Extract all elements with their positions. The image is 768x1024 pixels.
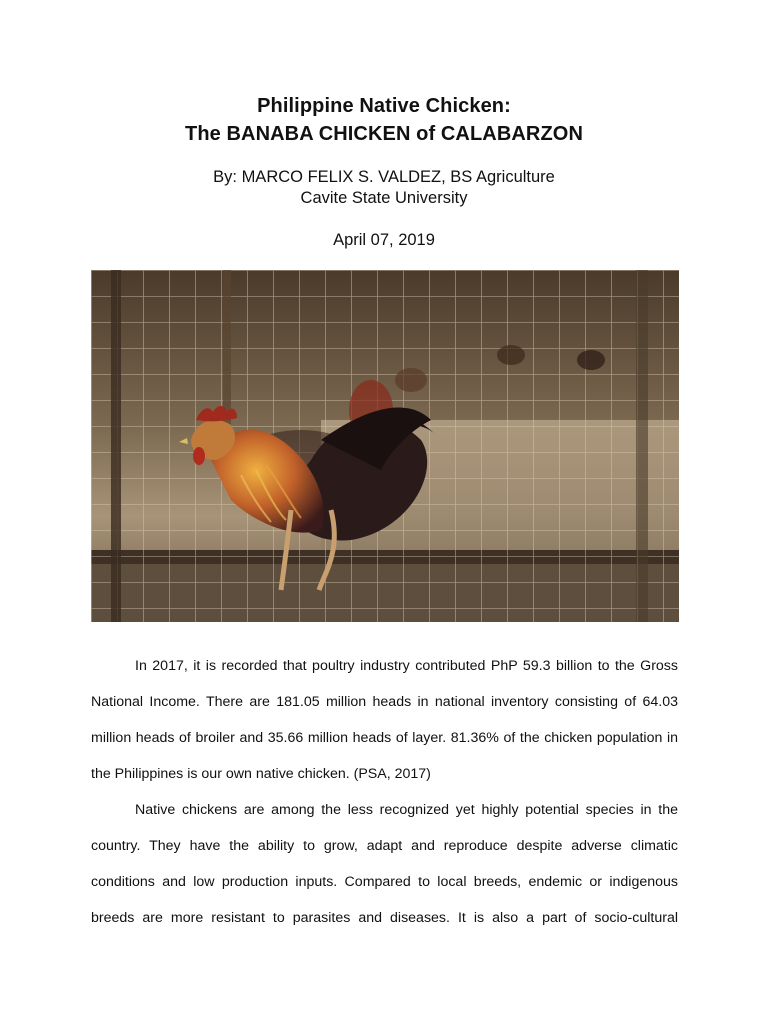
rooster-illustration bbox=[91, 270, 679, 622]
author-byline bbox=[0, 167, 768, 209]
paragraph-2: Native chickens are among the less recognized yet highly potential species in the country. They have the ability to grow, adapt and reproduce despite adverse climatic conditions and low production inputs. Compared to local breeds, endemic or indigenous breeds are more resistant to parasites and diseases. It is also a part of socio-cultural bbox=[91, 802, 678, 926]
paragraph-1: In 2017, it is recorded that poultry industry contributed PhP 59.3 billion to the Gross National Income. There are 181.05 million heads in national inventory consisting of 64.03 million heads of broiler and 35.66 million heads of layer. 81.36% of the chicken population in the Philippines is our own native chicken. (PSA, 2017) bbox=[91, 658, 678, 782]
author-name: By: MARCO FELIX S. VALDEZ, BS Agriculture bbox=[213, 168, 555, 186]
author-institution: Cavite State University bbox=[300, 189, 468, 207]
publication-date: April 07, 2019 bbox=[333, 231, 435, 249]
document-title bbox=[0, 92, 768, 148]
title-line-1: Philippine Native Chicken: bbox=[257, 95, 511, 117]
rooster-photo bbox=[91, 270, 679, 622]
article-body bbox=[91, 648, 678, 936]
title-line-2: The BANABA CHICKEN of CALABARZON bbox=[185, 123, 583, 145]
